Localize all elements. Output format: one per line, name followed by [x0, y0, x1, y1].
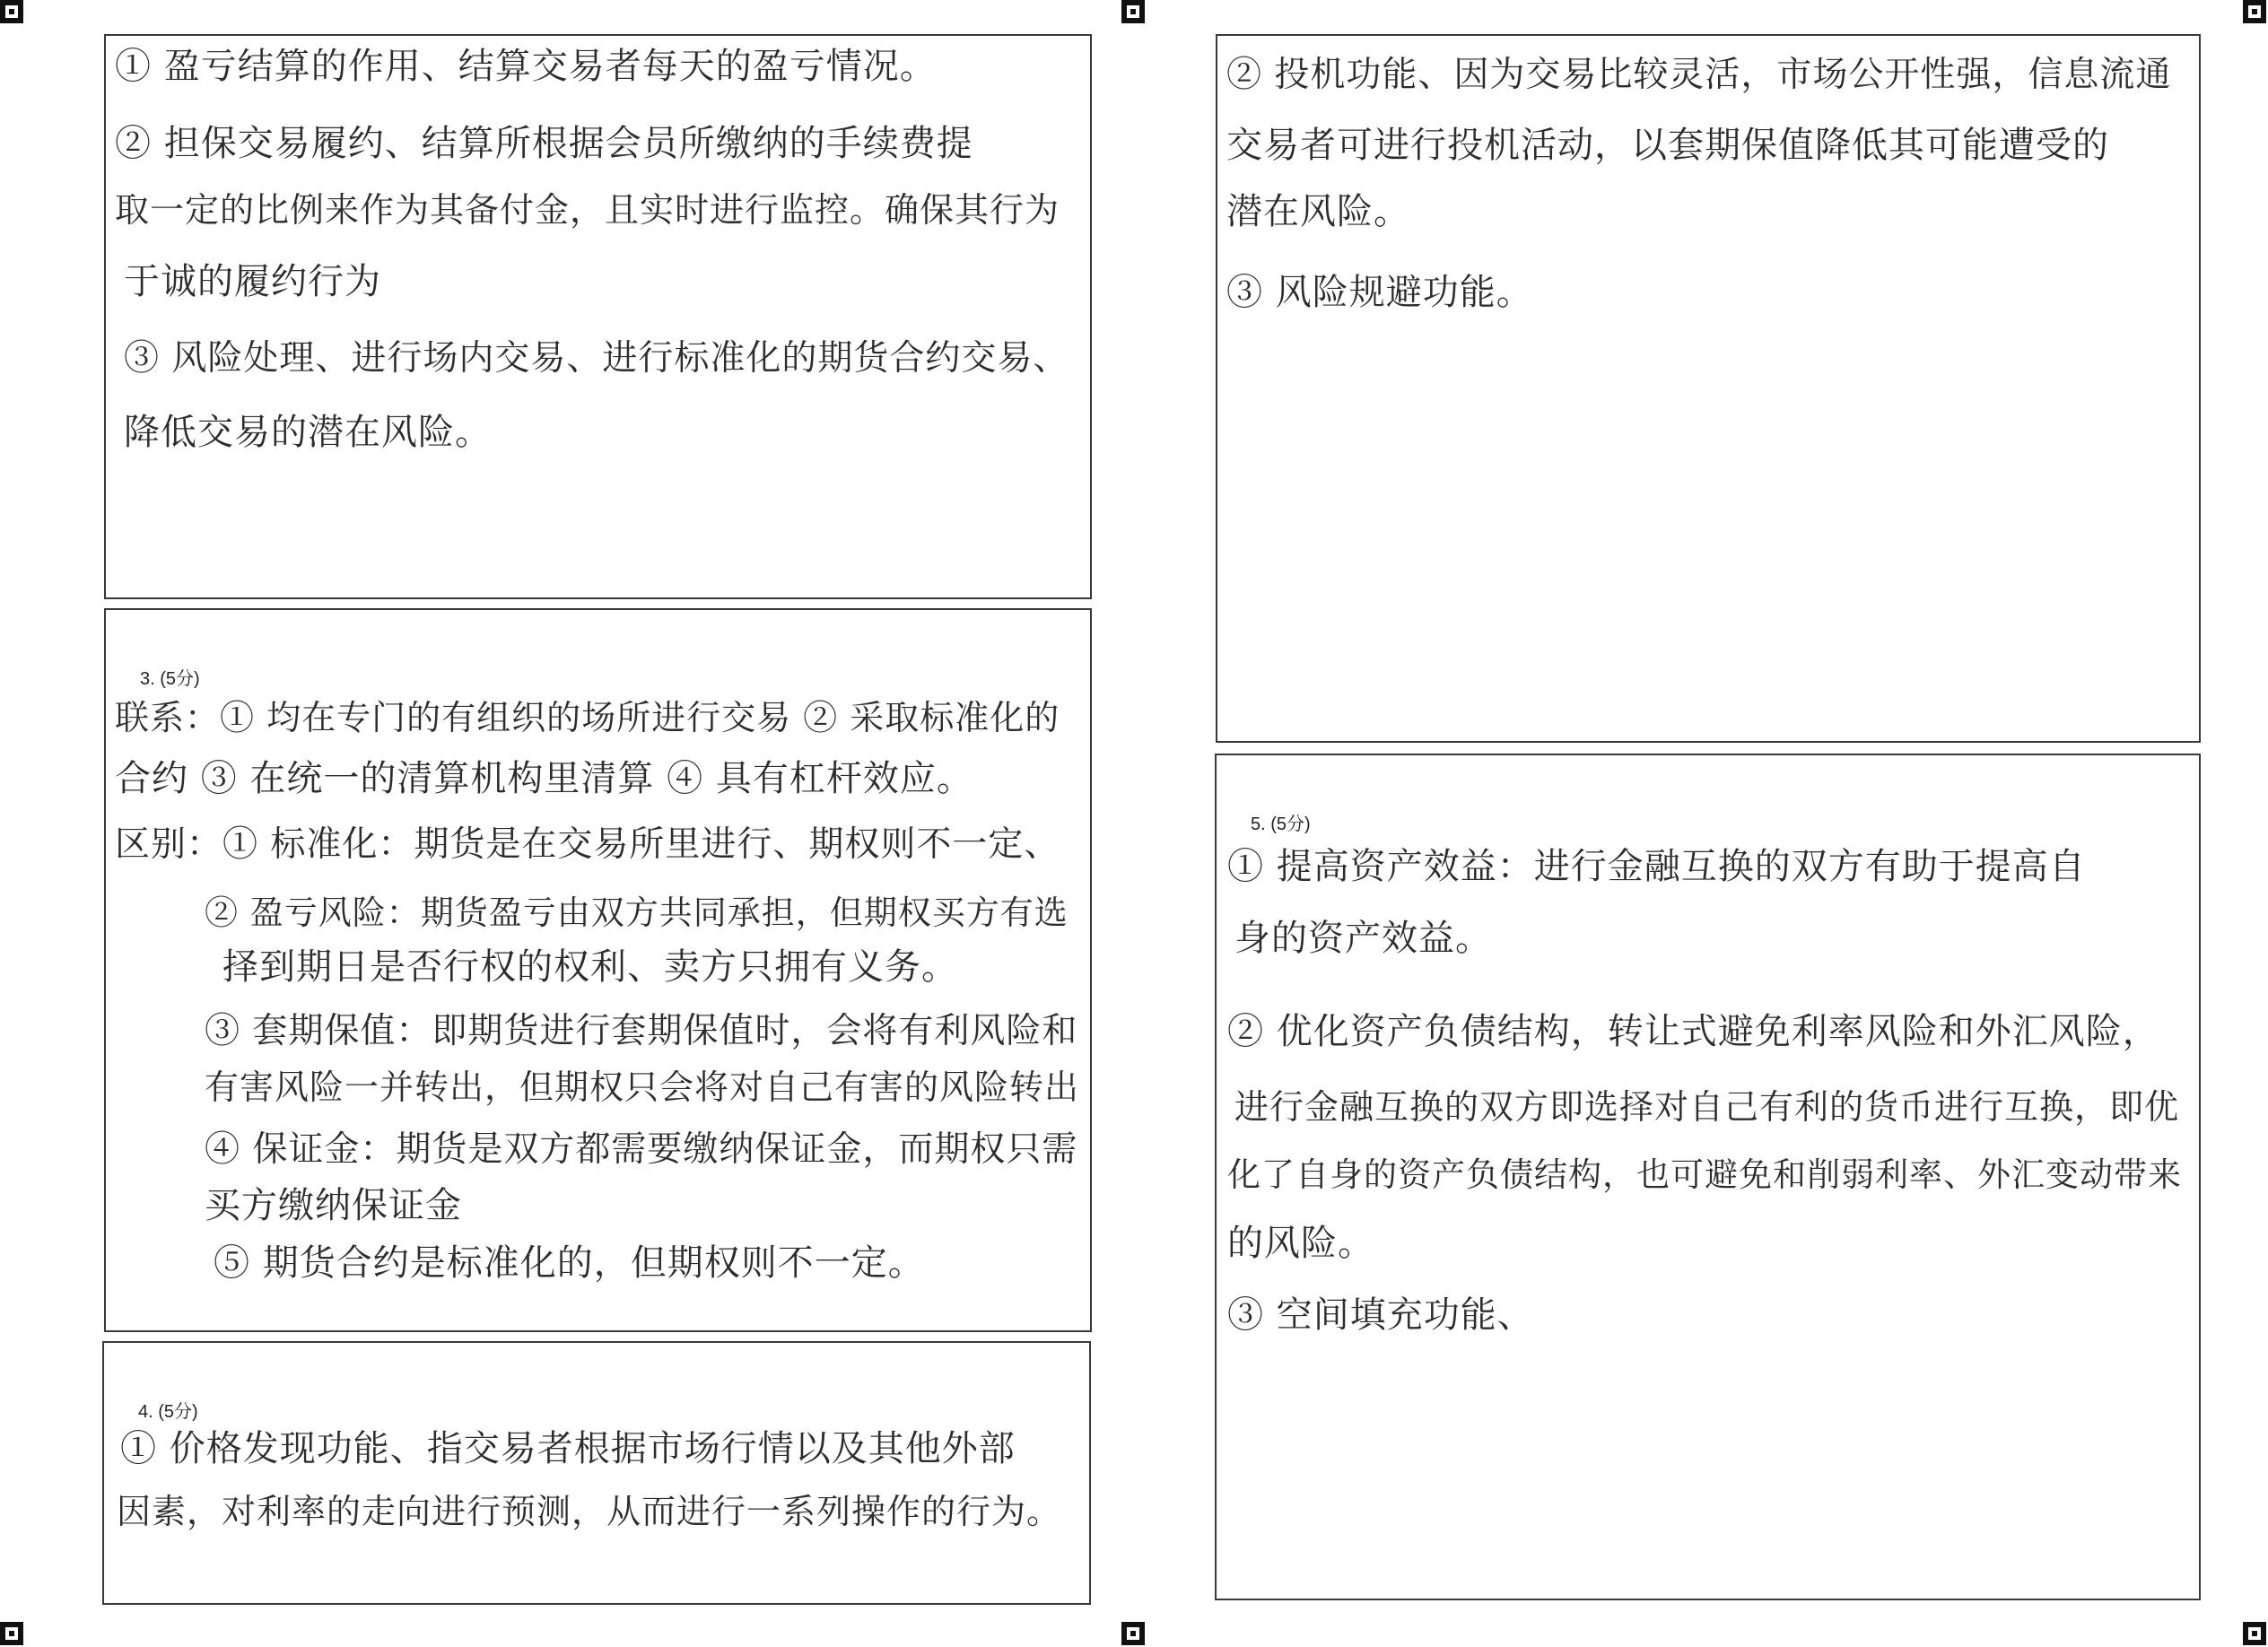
answer-line: 的风险。: [1227, 1223, 1374, 1264]
answer-line: 身的资产效益。: [1234, 918, 1492, 959]
answer-line: ③ 套期保值：即期货进行套期保值时，会将有利风险和: [205, 1011, 1078, 1051]
answer-line: 区别：① 标准化：期货是在交易所里进行、期权则不一定、: [115, 824, 1060, 865]
question-label: 3. (5分): [140, 669, 200, 689]
answer-line: ① 提高资产效益：进行金融互换的双方有助于提高自: [1227, 846, 2086, 887]
registration-marker-top-center: [1121, 0, 1145, 23]
answer-line: 合约 ③ 在统一的清算机构里清算 ④ 具有杠杆效应。: [115, 758, 973, 799]
answer-line: 降低交易的潜在风险。: [124, 412, 492, 453]
question-label: 4. (5分): [138, 1402, 198, 1422]
answer-line: ④ 保证金：期货是双方都需要缴纳保证金，而期权只需: [205, 1129, 1078, 1170]
answer-line: 有害风险一并转出，但期权只会将对自己有害的风险转出: [205, 1068, 1080, 1107]
registration-marker-bottom-left: [0, 1622, 23, 1645]
answer-line: ② 优化资产负债结构，转让式避免利率风险和外汇风险，: [1227, 1011, 2159, 1052]
answer-line: 联系：① 均在专门的有组织的场所进行交易 ② 采取标准化的: [115, 698, 1060, 737]
answer-box-right-1: [1216, 34, 2201, 743]
answer-line: ② 投机功能、因为交易比较灵活，市场公开性强，信息流通: [1226, 55, 2172, 95]
answer-line: 因素，对利率的走向进行预测，从而进行一系列操作的行为。: [117, 1492, 1062, 1531]
answer-line: ③ 风险处理、进行场内交易、进行标准化的期货合约交易、: [124, 338, 1069, 379]
answer-line: 择到期日是否行权的权利、卖方只拥有义务。: [222, 946, 958, 988]
registration-marker-top-left: [0, 0, 23, 23]
question-label: 5. (5分): [1251, 815, 1311, 834]
registration-marker-top-right: [2243, 0, 2266, 23]
registration-marker-bottom-center: [1121, 1622, 1145, 1645]
answer-line: ② 担保交易履约、结算所根据会员所缴纳的手续费提: [115, 123, 973, 164]
answer-box-right-2: [1215, 754, 2201, 1600]
answer-box-left-3: [102, 1341, 1091, 1605]
answer-line: 取一定的比例来作为其备付金，且实时进行监控。确保其行为: [115, 190, 1060, 230]
answer-line: 于诚的履约行为: [124, 261, 381, 302]
answer-line: ① 价格发现功能、指交易者根据市场行情以及其他外部: [120, 1428, 1016, 1469]
answer-line: ⑤ 期货合约是标准化的，但期权则不一定。: [214, 1242, 925, 1284]
answer-box-left-2: [104, 608, 1092, 1332]
answer-box-left-1: [104, 34, 1092, 599]
answer-line: 交易者可进行投机活动，以套期保值降低其可能遭受的: [1226, 125, 2109, 166]
answer-line: ③ 空间填充功能、: [1227, 1294, 1534, 1336]
answer-line: 潜在风险。: [1226, 191, 1410, 232]
answer-line: 化了自身的资产负债结构，也可避免和削弱利率、外汇变动带来: [1227, 1155, 2182, 1194]
answer-line: ① 盈亏结算的作用、结算交易者每天的盈亏情况。: [115, 46, 937, 87]
answer-line: ② 盈亏风险：期货盈亏由双方共同承担，但期权买方有选: [205, 893, 1069, 932]
answer-line: 进行金融互换的双方即选择对自己有利的货币进行互换，即优: [1234, 1087, 2180, 1127]
registration-marker-bottom-right: [2243, 1622, 2266, 1645]
answer-line: ③ 风险规避功能。: [1226, 272, 1533, 313]
answer-line: 买方缴纳保证金: [205, 1185, 462, 1226]
